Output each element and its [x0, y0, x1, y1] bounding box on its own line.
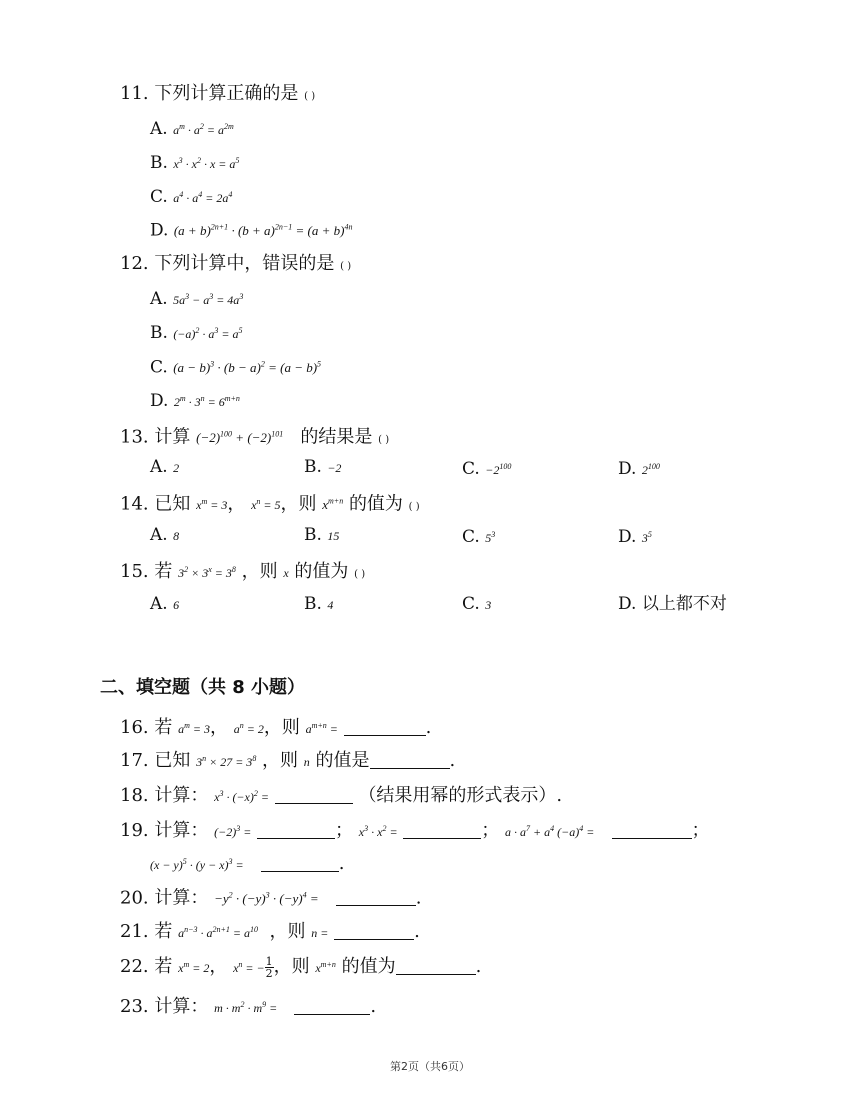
option-b: B. $x^3 \cdot x^2 \cdot x = a^5$ — [150, 153, 240, 173]
option-d: D. $2^{100}$ — [618, 459, 660, 479]
option-d: D. $3^5$ — [618, 527, 652, 547]
question-15: 15. 若 $3^2 \times 3^x = 3^8$ ，则 x 的值为 ( ) — [120, 561, 366, 582]
question-number: 11. — [120, 83, 149, 104]
option-c: C. $5^3$ — [462, 527, 496, 547]
section-title: 二、填空题（共 8 小题） — [100, 677, 306, 698]
question-13: 13. 计算 $(-2)^{100} + (-2)^{101}$ 的结果是 ( ) — [120, 426, 390, 448]
answer-blank[interactable] — [396, 956, 476, 975]
answer-paren: ( ) — [304, 91, 316, 102]
option-expr: $a^m \cdot a^2 = a^{2m}$ — [173, 122, 234, 137]
question-expr: $(-2)^{100} + (-2)^{101}$ — [196, 430, 284, 446]
option-a: A. 2 — [150, 457, 180, 477]
answer-paren: ( ) — [378, 434, 390, 446]
option-a: A. $a^m \cdot a^2 = a^{2m}$ — [150, 119, 234, 139]
question-number: 14. — [120, 493, 149, 515]
option-expr: $x^3 \cdot x^2 \cdot x = a^5$ — [173, 156, 240, 171]
option-expr: $a^4 \cdot a^4 = 2a^4$ — [173, 190, 233, 205]
option-expr: $(a + b)^{2n+1} \cdot (b + a)^{2n-1} = (a + b)^{4n}$ — [173, 223, 353, 239]
option-b: B. $(-a)^2 \cdot a^3 = a^5$ — [150, 323, 243, 343]
option-d: D. $2^m \cdot 3^n = 6^{m+n}$ — [150, 391, 240, 411]
option-d: D. $(a + b)^{2n+1} \cdot (b + a)^{2n-1} = (a + b)^{4n}$ — [150, 220, 353, 241]
page-footer: 第2页（共6页） — [390, 1060, 470, 1073]
option-expr: $5a^3 - a^3 = 4a^3$ — [173, 292, 244, 307]
question-stem: 下列计算正确的是 — [154, 83, 299, 104]
option-expr: $(-a)^2 \cdot a^3 = a^5$ — [173, 326, 243, 341]
fraction: $\frac{1}{2}$ — [265, 954, 273, 980]
option-expr: $(a - b)^3 \cdot (b - a)^2 = (a - b)^5$ — [173, 360, 322, 376]
question-number: 12. — [120, 253, 149, 274]
option-b: B. 15 — [304, 525, 340, 545]
answer-blank[interactable] — [275, 785, 353, 804]
answer-blank[interactable] — [344, 717, 426, 736]
question-number: 13. — [120, 426, 149, 448]
answer-paren: ( ) — [408, 501, 420, 513]
question-14: 14. 已知 $x^m = 3$， $x^n = 5$，则 $x^{m+n}$ 的值为 ( ) — [120, 493, 420, 515]
question-17: 17. 已知 $3^n \times 27 = 3^8$ ，则 n 的值是 . — [120, 750, 456, 771]
question-20: 20. 计算： $-y^2 \cdot (-y)^3 \cdot (-y)^4$ = . — [120, 887, 422, 909]
answer-paren: ( ) — [354, 569, 366, 580]
option-expr: $2^m \cdot 3^n = 6^{m+n}$ — [173, 394, 240, 409]
answer-blank[interactable] — [612, 820, 692, 839]
answer-blank[interactable] — [403, 820, 481, 839]
option-c: C. $-2^{100}$ — [462, 459, 512, 479]
question-stem: 下列计算中，错误的是 — [154, 253, 335, 274]
question-16: 16. 若 $a^m = 3$， $a^n = 2$，则 $a^{m+n}$ = . — [120, 717, 432, 738]
question-19: 19. 计算： $(-2)^3$ = ； $x^3 \cdot x^2$ = ； $a \cdot a^7 + a^4$ $(-a)^4$ = ； — [120, 820, 710, 841]
question-19-cont: $(x - y)^5 \cdot (y - x)^3$ = . — [150, 853, 345, 874]
option-b: B. −2 — [304, 457, 342, 477]
answer-blank[interactable] — [336, 887, 416, 906]
option-c: C. 3 — [462, 594, 492, 614]
option-c: C. $(a - b)^3 \cdot (b - a)^2 = (a - b)^5$ — [150, 357, 322, 378]
question-18: 18. 计算： $x^3 \cdot (-x)^2$ = （结果用幂的形式表示）. — [120, 785, 563, 806]
option-a: A. 8 — [150, 525, 180, 545]
question-21: 21. 若 $a^{n-3} \cdot a^{2n+1} = a^{10}$ ，则 n = . — [120, 921, 420, 942]
answer-blank[interactable] — [294, 996, 370, 1015]
option-b: B. 4 — [304, 594, 334, 614]
option-d: D. 以上都不对 — [618, 594, 727, 614]
option-a: A. 6 — [150, 594, 180, 614]
option-c: C. $a^4 \cdot a^4 = 2a^4$ — [150, 187, 233, 207]
question-22: 22. 若 $x^m = 2$， $x^n$ = − $\frac{1}{2}$ ，则 $x^{m+n}$ 的值为 . — [120, 954, 482, 980]
question-number: 15. — [120, 561, 149, 582]
answer-blank[interactable] — [257, 820, 335, 839]
question-23: 23. 计算： $m \cdot m^2 \cdot m^9$ = . — [120, 996, 377, 1017]
answer-blank[interactable] — [334, 921, 414, 940]
question-11 — [120, 82, 315, 109]
answer-blank[interactable] — [370, 750, 450, 769]
answer-paren: ( ) — [340, 261, 352, 272]
answer-blank[interactable] — [261, 853, 339, 872]
option-a: A. $5a^3 - a^3 = 4a^3$ — [150, 289, 244, 309]
question-12 — [120, 252, 351, 279]
